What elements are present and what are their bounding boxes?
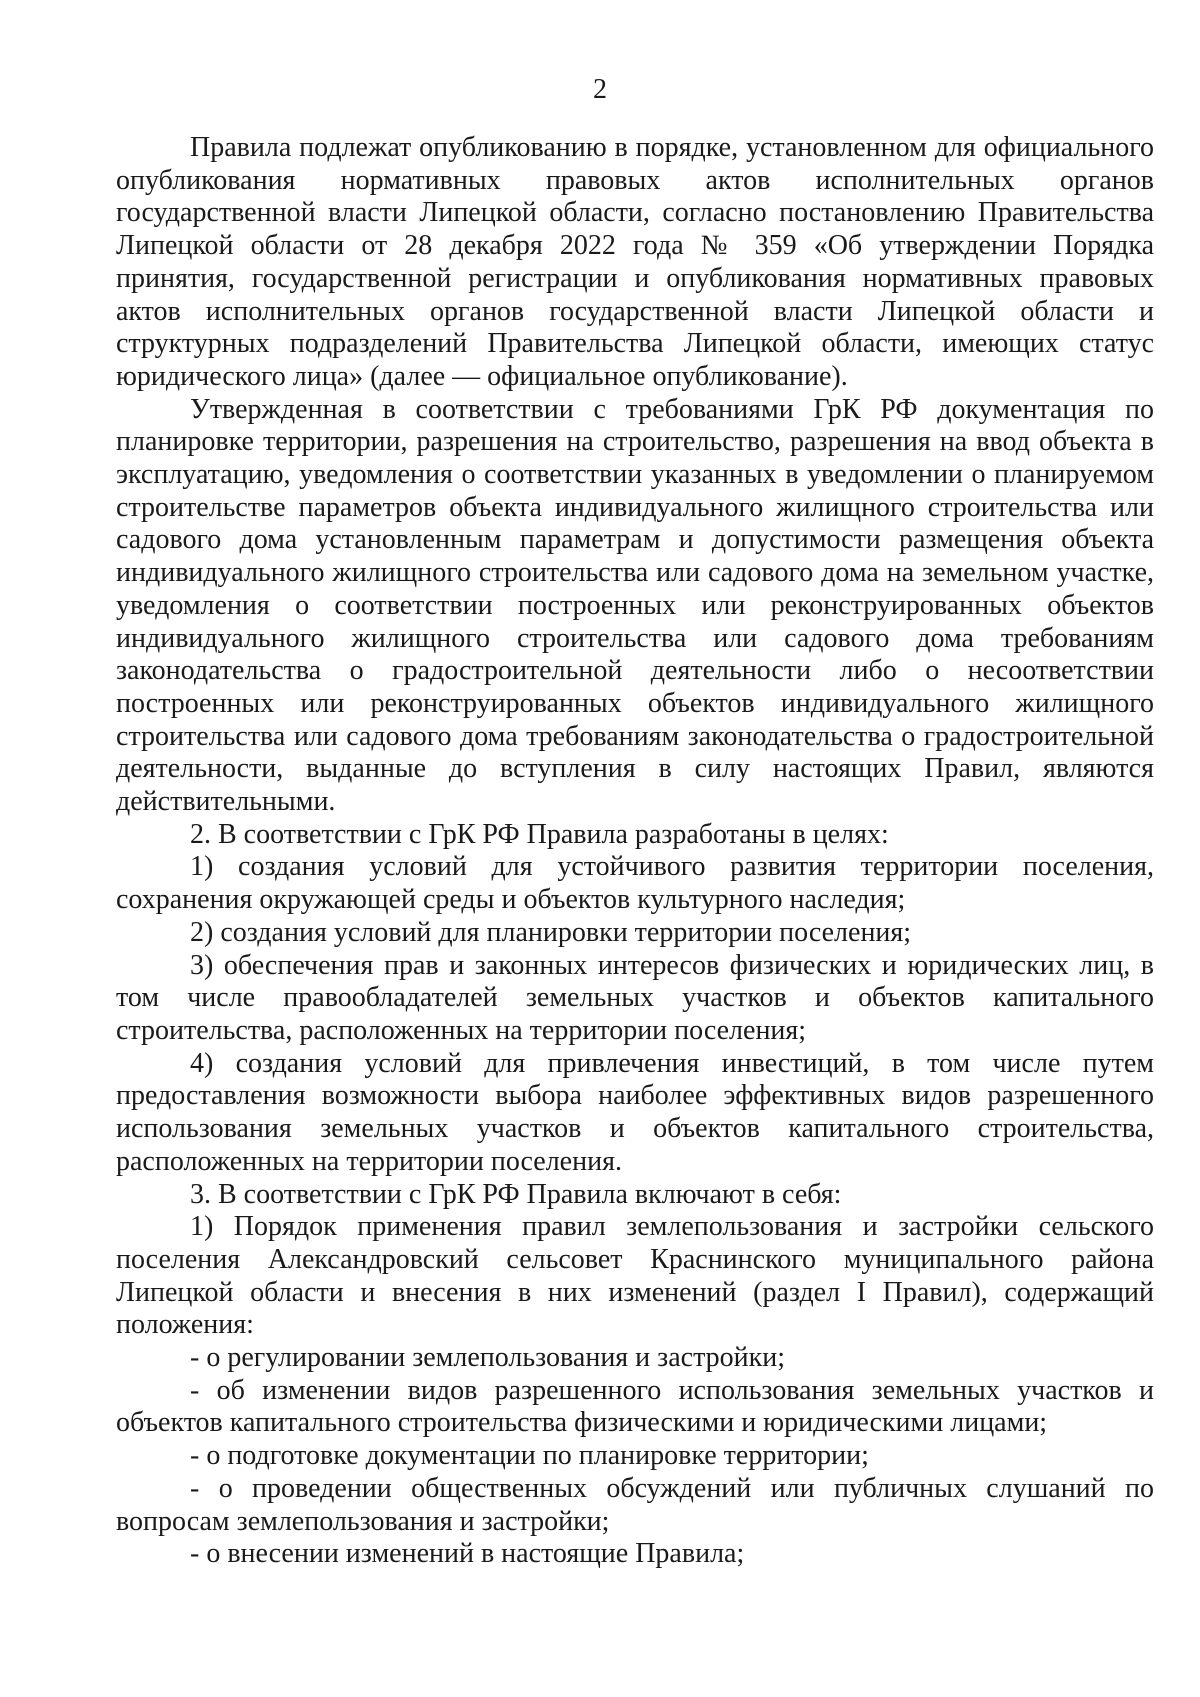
document-body bbox=[116, 132, 1154, 1571]
paragraph-validity: Утвержденная в соответствии с требованиями ГрК РФ документация по планировке территории, разрешения на строительство, разрешения на ввод объекта в эксплуатацию, уведомления о соответствии указанных в уведомлении о планируемом строительстве параметров объекта индивидуального жилищного строительства или садового дома установленным параметрам и допустимости размещения объекта индивидуального жилищного строительства или садового дома на земельном участке, уведомления о соответствии построенных или реконструированных объектов индивидуального жилищного строительства или садового дома требованиям законодательства о градостроительной деятельности либо о несоответствии построенных или реконструированных объектов индивидуального жилищного строительства или садового дома требованиям законодательства о градостроительной деятельности, выданные до вступления в силу настоящих Правил, являются действительными. bbox=[116, 393, 1154, 818]
list-item-dash: - о регулировании землепользования и застройки; bbox=[190, 1342, 786, 1374]
paragraph-item-3: 3. В соответствии с ГрК РФ Правила включают в себя: bbox=[190, 1178, 842, 1210]
paragraph-item-3-1: 1) Порядок применения правил землепользования и застройки сельского поселения Александровский сельсовет Краснинского муниципального района Липецкой области и внесения в них изменений (раздел I Правил), содержащий положения: bbox=[116, 1211, 1154, 1341]
list-item-dash: - о внесении изменений в настоящие Правила; bbox=[190, 1538, 745, 1570]
paragraph-item-2-2: 2) создания условий для планировки территории поселения; bbox=[190, 916, 912, 948]
paragraph-item-2-1: 1) создания условий для устойчивого развития территории поселения, сохранения окружающей среды и объектов культурного наследия; bbox=[116, 851, 1154, 916]
paragraph-item-2-3: 3) обеспечения прав и законных интересов физических и юридических лиц, в том числе правообладателей земельных участков и объектов капитального строительства, расположенных на территории поселения; bbox=[116, 949, 1154, 1046]
list-item-dash: - об изменении видов разрешенного использования земельных участков и объектов капитального строительства физическими и юридическими лицами; bbox=[116, 1374, 1154, 1439]
paragraph-item-2: 2. В соответствии с ГрК РФ Правила разработаны в целях: bbox=[190, 818, 889, 850]
paragraph-item-2-4: 4) создания условий для привлечения инвестиций, в том числе путем предоставления возможности выбора наиболее эффективных видов разрешенного использования земельных участков и объектов капитального строительства, расположенных на территории поселения. bbox=[116, 1047, 1154, 1177]
list-item-dash: - о подготовке документации по планировке территории; bbox=[190, 1440, 869, 1472]
paragraph-publication: Правила подлежат опубликованию в порядке, установленном для официального опубликования нормативных правовых актов исполнительных органов государственной власти Липецкой области, согласно постановлению Правительства Липецкой области от 28 декабря 2022 года № 359 «Об утверждении Порядка принятия, государственной регистрации и опубликования нормативных правовых актов исполнительных органов государственной власти Липецкой области и структурных подразделений Правительства Липецкой области, имеющих статус юридического лица» (далее — официальное опубликование). bbox=[116, 132, 1154, 392]
list-item-dash: - о проведении общественных обсуждений или публичных слушаний по вопросам землепользования и застройки; bbox=[116, 1472, 1154, 1537]
page-number: 2 bbox=[593, 74, 607, 105]
